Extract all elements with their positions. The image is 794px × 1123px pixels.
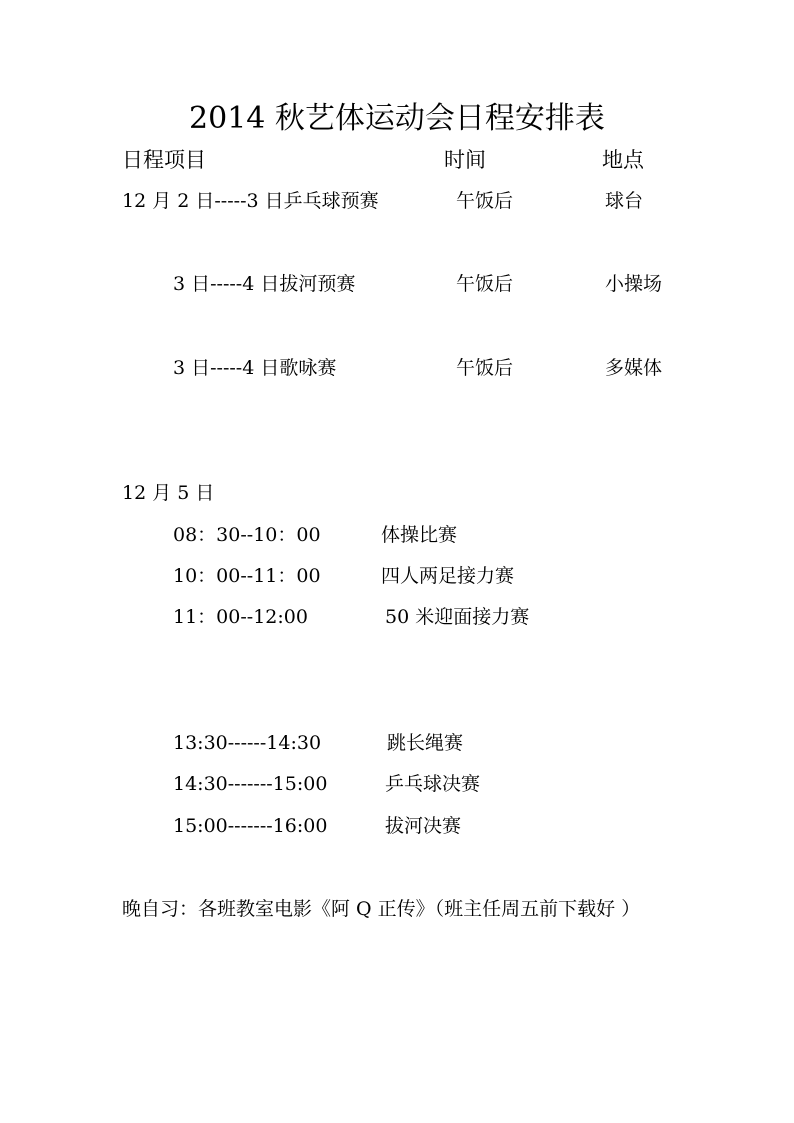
header-place: 地点	[602, 148, 644, 172]
schedule-time: 11：00--12:00	[173, 606, 308, 628]
schedule-time: 13:30------14:30	[173, 732, 322, 754]
schedule-event: 拔河决赛	[385, 815, 462, 837]
prelim-item: 3 日-----4 日歌咏赛	[173, 357, 337, 379]
schedule-time: 10：00--11：00	[173, 565, 321, 587]
schedule-time: 14:30-------15:00	[173, 773, 328, 795]
prelim-time: 午饭后	[456, 273, 514, 295]
header-item: 日程项目	[122, 148, 206, 172]
schedule-event: 50 米迎面接力赛	[385, 606, 530, 628]
schedule-time: 08：30--10：00	[173, 524, 321, 546]
prelim-time: 午饭后	[456, 357, 514, 379]
schedule-event: 跳长绳赛	[387, 732, 464, 754]
prelim-item: 3 日-----4 日拔河预赛	[173, 273, 356, 295]
page-title: 2014 秋艺体运动会日程安排表	[189, 101, 605, 136]
evening-note: 晚自习：各班教室电影《阿 Q 正传》（班主任周五前下载好 ）	[122, 898, 641, 920]
day5-date: 12 月 5 日	[122, 482, 215, 504]
header-time: 时间	[444, 148, 486, 172]
schedule-event: 体操比赛	[381, 524, 458, 546]
schedule-event: 四人两足接力赛	[381, 565, 515, 587]
prelim-place: 小操场	[605, 273, 663, 295]
schedule-event: 乒乓球决赛	[385, 773, 481, 795]
prelim-time: 午饭后	[456, 190, 514, 212]
prelim-place: 多媒体	[605, 357, 663, 379]
schedule-time: 15:00-------16:00	[173, 815, 328, 837]
prelim-place: 球台	[605, 190, 644, 212]
prelim-item: 12 月 2 日-----3 日乒乓球预赛	[122, 190, 379, 212]
